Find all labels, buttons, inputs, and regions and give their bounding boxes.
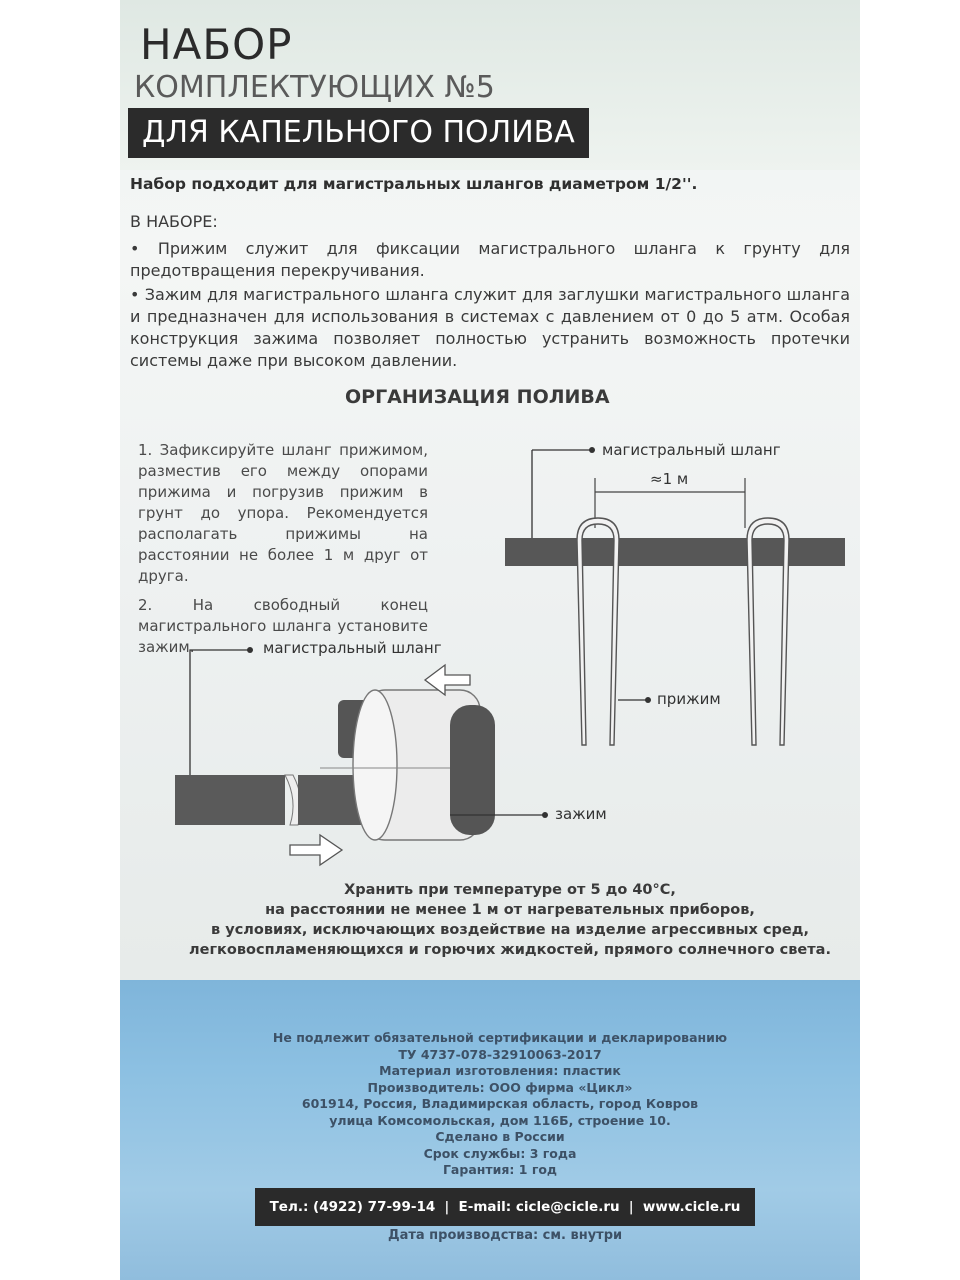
- title-line-1: НАБОР: [140, 20, 293, 69]
- title-line-2: КОМПЛЕКТУЮЩИХ №5: [134, 70, 495, 105]
- clamp-leader-dot: [542, 812, 548, 818]
- step-2: 2. На свободный конец магистрального шланга установите зажим.: [138, 596, 428, 656]
- legal-info: [240, 1030, 760, 1179]
- title-line-3: ДЛЯ КАПЕЛЬНОГО ПОЛИВА: [128, 108, 589, 158]
- legal-line: Гарантия: 1 год: [442, 1162, 558, 1177]
- email-text: E-mail: cicle@cicle.ru: [458, 1199, 620, 1215]
- legal-line: Материал изготовления: пластик: [379, 1063, 621, 1078]
- clamp-front: [353, 690, 397, 840]
- main-hose-right: [505, 538, 845, 566]
- stake-leader-dot: [645, 697, 651, 703]
- legal-line: Производитель: ООО фирма «Цикл»: [367, 1079, 633, 1095]
- separator: |: [444, 1199, 450, 1215]
- arrow-right-icon: [290, 835, 342, 865]
- storage-line: на расстоянии не менее 1 м от нагревательных приборов,: [265, 902, 755, 918]
- storage-line: Хранить при температуре от 5 до 40°С,: [344, 882, 676, 898]
- hose-bottom-leader-dot: [247, 647, 253, 653]
- label-distance: ≈1 м: [650, 470, 689, 488]
- phone-text: Тел.: (4922) 77-99-14: [269, 1199, 436, 1215]
- storage-line: легковоспламеняющихся и горючих жидкостей, прямого солнечного света.: [189, 942, 831, 958]
- label-hose-bottom: магистральный шланг: [263, 639, 442, 657]
- intro-text: Набор подходит для магистральных шлангов диаметром 1/2''.: [130, 175, 698, 193]
- website-text: www.cicle.ru: [642, 1199, 741, 1215]
- legal-line: Срок службы: 3 года: [423, 1145, 577, 1161]
- list-item: • Зажим для магистрального шланга служит для заглушки магистрального шланга и предназначен для использования в системах с давлением от 0 до 5 атм. Особая конструкция зажима позволяет полностью устранить возможность протечки системы даже при высоком давлении.: [130, 285, 850, 370]
- legal-line: Не подлежит обязательной сертификации и декларированию: [272, 1030, 728, 1045]
- section-title: ОРГАНИЗАЦИЯ ПОЛИВА: [345, 386, 610, 408]
- hose-top-leader-dot: [589, 447, 595, 453]
- legal-line: ТУ 4737-078-32910063-2017: [398, 1046, 602, 1062]
- hose-bottom-leader-line: [190, 650, 250, 780]
- label-clamp: зажим: [555, 805, 607, 823]
- storage-line: в условиях, исключающих воздействие на изделие агрессивных сред,: [211, 922, 809, 938]
- installation-diagram: [120, 0, 860, 880]
- legal-line: Сделано в России: [435, 1129, 565, 1144]
- hose-free-end: [175, 775, 285, 825]
- legal-line: 601914, Россия, Владимирская область, город Ковров: [301, 1096, 699, 1111]
- legal-line: улица Комсомольская, дом 116Б, строение 10.: [329, 1112, 671, 1128]
- separator: |: [628, 1199, 634, 1215]
- package: [120, 0, 860, 1280]
- contact-bar: [255, 1188, 755, 1226]
- label-stake: прижим: [657, 690, 721, 708]
- storage-conditions: [180, 880, 840, 960]
- in-set-heading: В НАБОРЕ:: [130, 212, 218, 231]
- list-item: • Прижим служит для фиксации магистрального шланга к грунту для предотвращения перекручивания.: [130, 239, 850, 280]
- label-hose-top: магистральный шланг: [602, 441, 781, 459]
- step-1: 1. Зафиксируйте шланг прижимом, разместив его между опорами прижима и погрузив прижим в грунт до упора. Рекомендуется располагать прижимы на расстоянии не более 1 м друг от друга.: [138, 441, 428, 585]
- production-date: Дата производства: см. внутри: [388, 1228, 623, 1243]
